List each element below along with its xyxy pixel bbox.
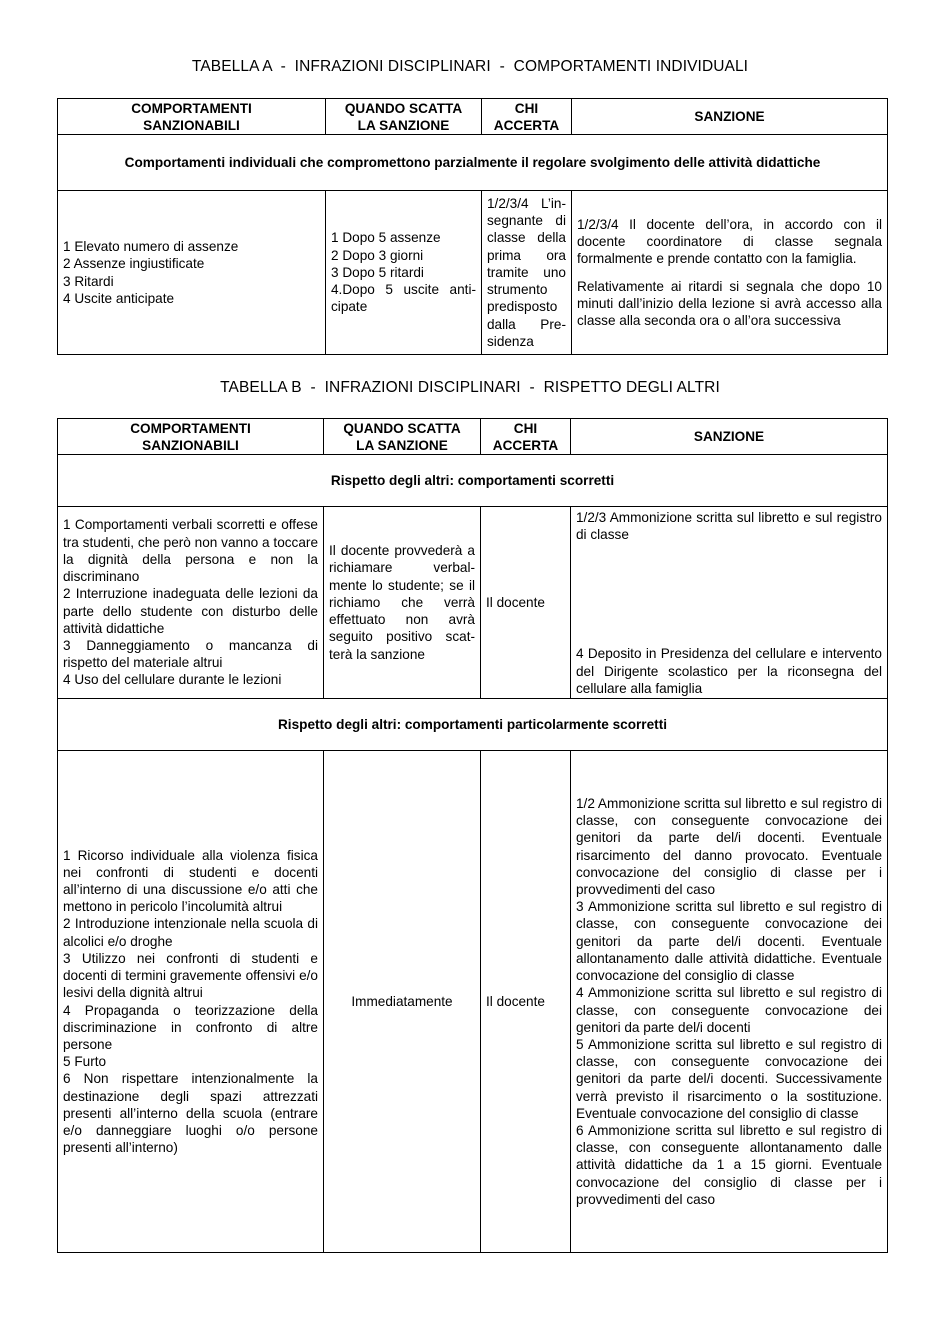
list-item: 5 Furto (63, 1054, 107, 1070)
header-comportamenti: COMPORTAMENTI SANZIONABILI (58, 99, 326, 135)
list-item: 3 Danneggiamento o mancanza di rispetto del materiale altrui (63, 637, 318, 671)
cell-chi: 1/2/3/4 L’in-segnante di classe della prima ora tramite uno strumento predisposto dalla Pre-sidenza (482, 191, 572, 355)
cell-comportamenti (58, 507, 324, 699)
cell-sanzione (571, 507, 888, 699)
table-a-title: TABELLA A - INFRAZIONI DISCIPLINARI - COMPORTAMENTI INDIVIDUALI (191, 58, 749, 75)
list-item: 1 Ricorso individuale alla violenza fisica nei confronti di studenti e docenti all’interno di una discussione e/o atti che mettono in pericolo l’incolumità altrui (63, 847, 318, 915)
table-row (58, 507, 888, 699)
sanzione-paragraph: 1/2/3 Ammonizione scritta sul libretto e sul registro di classe (576, 510, 882, 543)
list-item: 4 Propaganda o teorizzazione della discriminazione in confronto di altre persone (63, 1002, 318, 1052)
cell-comportamenti (58, 751, 324, 1253)
list-item: 6 Non rispettare intenzionalmente la destinazione degli spazi attrezzati presenti all’interno della scuola (entrare e/o danneggiare luoghi o/o persone presenti all’interno) (63, 1071, 318, 1156)
cell-chi: Il docente (481, 751, 571, 1253)
table-b-title: TABELLA B - INFRAZIONI DISCIPLINARI - RISPETTO DEGLI ALTRI (220, 379, 720, 396)
table-row (58, 751, 888, 1253)
table-a-section-row (58, 135, 888, 191)
header-comportamenti: COMPORTAMENTI SANZIONABILI (58, 419, 324, 455)
list-item: 4 Ammonizione scritta sul libretto e sul registro di classe, con conseguente convocazione dei genitori da parte del/i docenti (576, 985, 882, 1035)
cell-quando: Immediatamente (324, 751, 481, 1253)
list-item: 4 Uso del cellulare durante le lezioni (63, 672, 282, 688)
list-item: 1/2 Ammonizione scritta sul libretto e sul registro di classe, con conseguente convocazione dei genitori da parte del/i docenti. Eventuale risarcimento del danno provocato. Eventuale convocazione del consiglio di classe per i provvedimenti del caso (576, 796, 882, 898)
cell-sanzione (571, 751, 888, 1253)
sanzione-paragraph: 4 Deposito in Presidenza del cellulare e intervento del Dirigente scolastico per la riconsegna del cellulare alla famiglia (576, 646, 882, 696)
header-quando: QUANDO SCATTA LA SANZIONE (324, 419, 481, 455)
table-b (57, 418, 888, 1253)
table-b-section-row (58, 455, 888, 507)
cell-quando: Il docente provvederà a richiamare verbal-mente lo studente; se il richiamo che verrà effettuato non avrà seguito positivo scat-terà la sanzione (324, 507, 481, 699)
list-item: 2 Interruzione inadeguata delle lezioni da parte dello studente con disturbo delle attività didattiche (63, 586, 318, 636)
header-sanzione: SANZIONE (571, 419, 888, 455)
list-item: 3 Utilizzo nei confronti di studenti e docenti di termini gravemente offensivi e/o lesivi della dignità altrui (63, 950, 318, 1001)
list-item: 2 Introduzione intenzionale nella scuola di alcolici e/o droghe (63, 916, 318, 949)
list-item: 3 Ammonizione scritta sul libretto e sul registro di classe, con conseguente convocazione dei genitori da parte del/i docenti. Eventuale allontanamento dalle attività didattiche. Eventuale convocazione del consiglio di classe (576, 899, 882, 984)
list-item: 1 Comportamenti verbali scorretti e offese tra studenti, che però non vanno a toccare la dignità della persona e non la discriminano (63, 517, 318, 585)
header-chi: CHI ACCERTA (482, 99, 572, 135)
header-sanzione: SANZIONE (572, 99, 888, 135)
table-row (58, 191, 888, 355)
cell-comportamenti: 1 Elevato numero di assenze 2 Assenze ingiustificate 3 Ritardi 4 Uscite anticipate (58, 191, 326, 355)
header-quando: QUANDO SCATTA LA SANZIONE (326, 99, 482, 135)
cell-quando: 1 Dopo 5 assenze 2 Dopo 3 giorni 3 Dopo 5 ritardi 4.Dopo 5 uscite anti-cipate (326, 191, 482, 355)
cell-chi: Il docente (481, 507, 571, 699)
table-a-header-row (58, 99, 888, 135)
table-a (57, 98, 888, 355)
header-chi: CHI ACCERTA (481, 419, 571, 455)
list-item: 6 Ammonizione scritta sul libretto e sul registro di classe, con conseguente allontanamento dalle attività didattiche da 1 a 15 giorni. Eventuale convocazione del consiglio di classe per i provvedimenti del caso (576, 1122, 882, 1207)
sanzione-paragraph: 1/2/3/4 Il docente dell’ora, in accordo con il docente coordinatore di classe segnala formalmente e prende contatto con la famiglia. (577, 216, 882, 267)
list-item: 5 Ammonizione scritta sul libretto e sul registro di classe, con conseguente convocazione dei genitori da parte del/i docenti. Successivamente verrà previsto il risarcimento o la sostituzione. Eventuale convocazione del consiglio di classe (576, 1036, 882, 1121)
sanzione-paragraph: Relativamente ai ritardi si segnala che dopo 10 minuti dall’inizio della lezione si avrà accesso alla classe alla seconda ora o all’ora successiva (577, 278, 882, 328)
table-b-header-row (58, 419, 888, 455)
section-title: Rispetto degli altri: comportamenti scorretti (58, 455, 888, 507)
section-title: Comportamenti individuali che compromettono parzialmente il regolare svolgimento delle attività didattiche (58, 135, 888, 191)
section-title: Rispetto degli altri: comportamenti particolarmente scorretti (58, 699, 888, 751)
table-b-section-row (58, 699, 888, 751)
cell-sanzione (572, 191, 888, 355)
